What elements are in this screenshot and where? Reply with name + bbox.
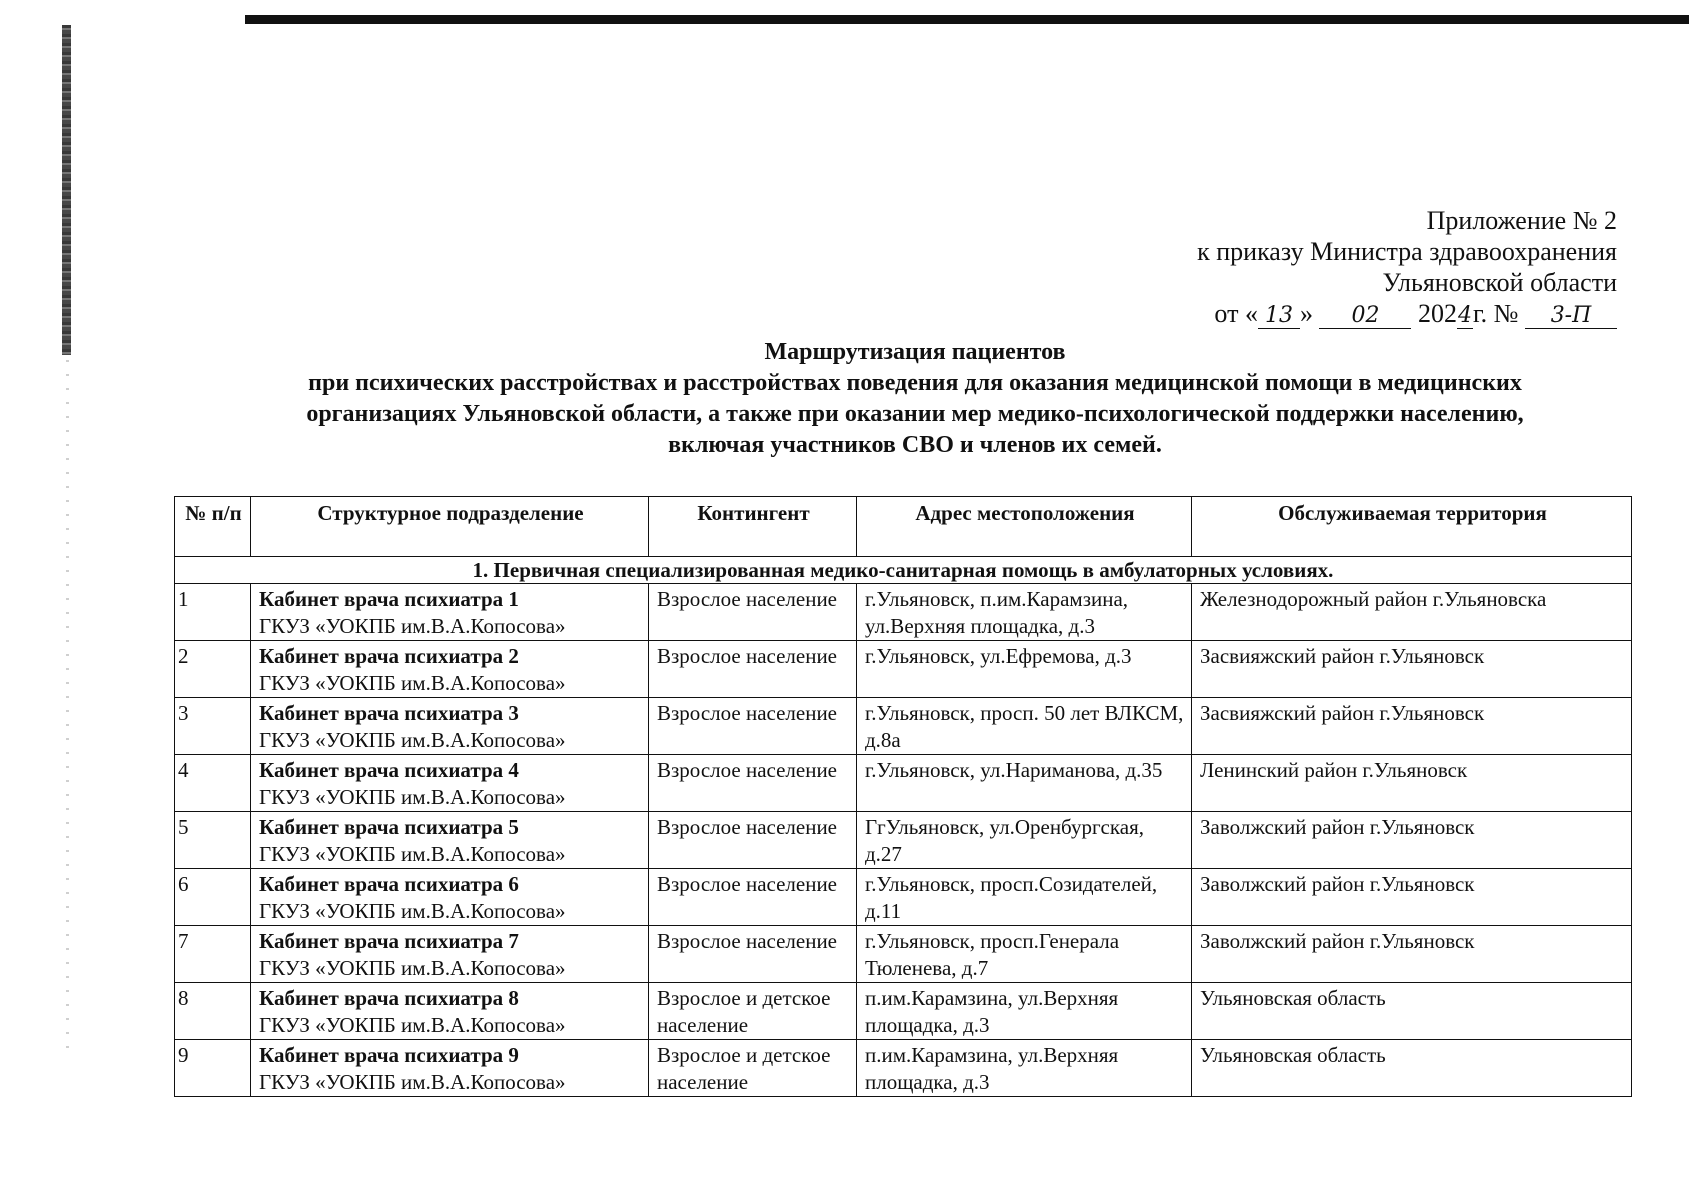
cell-unit (251, 983, 649, 1040)
cell-num: 8 (175, 983, 251, 1040)
unit-organization: ГКУЗ «УОКПБ им.В.А.Копосова» (259, 785, 566, 809)
cell-address: ГгУльяновск, ул.Оренбургская, д.27 (857, 812, 1192, 869)
cell-contingent: Взрослое и детское население (649, 1040, 857, 1097)
cell-contingent: Взрослое и детское население (649, 983, 857, 1040)
cell-unit (251, 755, 649, 812)
cell-address: п.им.Карамзина, ул.Верхняя площадка, д.3 (857, 983, 1192, 1040)
cell-territory: Заволжский район г.Ульяновск (1192, 869, 1632, 926)
unit-name: Кабинет врача психиатра 9 (259, 1043, 519, 1067)
table-row (175, 812, 1632, 869)
cell-unit (251, 641, 649, 698)
cell-unit (251, 812, 649, 869)
header-contingent: Контингент (649, 497, 857, 557)
table-row (175, 926, 1632, 983)
unit-organization: ГКУЗ «УОКПБ им.В.А.Копосова» (259, 956, 566, 980)
cell-unit (251, 926, 649, 983)
header-address: Адрес местоположения (857, 497, 1192, 557)
table-row (175, 584, 1632, 641)
table-row (175, 983, 1632, 1040)
cell-contingent: Взрослое население (649, 755, 857, 812)
date-suffix: г. № (1472, 299, 1519, 328)
title-line-2: при психических расстройствах и расстройствах поведения для оказания медицинской помощи в медицинских (308, 370, 1522, 396)
title-line-4: включая участников СВО и членов их семей. (668, 432, 1162, 458)
cell-territory: Железнодорожный район г.Ульяновска (1192, 584, 1632, 641)
table-row (175, 869, 1632, 926)
unit-organization: ГКУЗ «УОКПБ им.В.А.Копосова» (259, 899, 566, 923)
cell-territory: Ульяновская область (1192, 1040, 1632, 1097)
cell-unit (251, 698, 649, 755)
appendix-order-ref: к приказу Министра здравоохранения (1197, 237, 1617, 266)
unit-organization: ГКУЗ «УОКПБ им.В.А.Копосова» (259, 842, 566, 866)
unit-name: Кабинет врача психиатра 3 (259, 701, 519, 725)
unit-name: Кабинет врача психиатра 6 (259, 872, 519, 896)
cell-num: 7 (175, 926, 251, 983)
table-row (175, 698, 1632, 755)
appendix-header (1197, 205, 1617, 329)
cell-territory: Заволжский район г.Ульяновск (1192, 926, 1632, 983)
title-line-3: организациях Ульяновской области, а также при оказании мер медико-психологической поддержки населению, (306, 401, 1524, 427)
cell-num: 1 (175, 584, 251, 641)
cell-territory: Засвияжский район г.Ульяновск (1192, 641, 1632, 698)
cell-num: 4 (175, 755, 251, 812)
cell-territory: Заволжский район г.Ульяновск (1192, 812, 1632, 869)
cell-num: 3 (175, 698, 251, 755)
section-title: 1. Первичная специализированная медико-санитарная помощь в амбулаторных условиях. (175, 557, 1632, 584)
cell-unit (251, 869, 649, 926)
cell-num: 5 (175, 812, 251, 869)
unit-organization: ГКУЗ «УОКПБ им.В.А.Копосова» (259, 1013, 566, 1037)
table-header-row (175, 497, 1632, 557)
cell-contingent: Взрослое население (649, 812, 857, 869)
cell-num: 6 (175, 869, 251, 926)
cell-unit (251, 1040, 649, 1097)
unit-organization: ГКУЗ «УОКПБ им.В.А.Копосова» (259, 1070, 566, 1094)
title-line-1: Маршрутизация пациентов (764, 339, 1066, 365)
cell-address: г.Ульяновск, п.им.Карамзина, ул.Верхняя площадка, д.3 (857, 584, 1192, 641)
routing-table (174, 496, 1632, 1097)
date-mid: » (1299, 299, 1313, 328)
unit-name: Кабинет врача психиатра 2 (259, 644, 519, 668)
cell-contingent: Взрослое население (649, 869, 857, 926)
cell-contingent: Взрослое население (649, 926, 857, 983)
scan-top-rule (245, 15, 1689, 24)
header-unit: Структурное подразделение (251, 497, 649, 557)
header-territory: Обслуживаемая территория (1192, 497, 1632, 557)
handwritten-month: 02 (1319, 304, 1411, 329)
date-prefix: от « (1214, 299, 1258, 328)
table-row (175, 1040, 1632, 1097)
header-num: № п/п (175, 497, 251, 557)
cell-address: п.им.Карамзина, ул.Верхняя площадка, д.3 (857, 1040, 1192, 1097)
unit-name: Кабинет врача психиатра 8 (259, 986, 519, 1010)
unit-name: Кабинет врача психиатра 4 (259, 758, 519, 782)
scan-edge-artifact (62, 25, 71, 355)
cell-address: г.Ульяновск, ул.Ефремова, д.3 (857, 641, 1192, 698)
table-row (175, 641, 1632, 698)
unit-name: Кабинет врача психиатра 7 (259, 929, 519, 953)
cell-contingent: Взрослое население (649, 698, 857, 755)
handwritten-year-digit: 4 (1457, 303, 1472, 328)
year-prefix: 202 (1417, 299, 1457, 328)
cell-num: 2 (175, 641, 251, 698)
table-row (175, 755, 1632, 812)
appendix-region: Ульяновской области (1382, 268, 1617, 297)
cell-contingent: Взрослое население (649, 584, 857, 641)
cell-address: г.Ульяновск, просп. 50 лет ВЛКСМ, д.8а (857, 698, 1192, 755)
handwritten-day: 13 (1258, 304, 1300, 329)
unit-name: Кабинет врача психиатра 5 (259, 815, 519, 839)
cell-unit (251, 584, 649, 641)
appendix-date-line (1197, 298, 1617, 329)
cell-address: г.Ульяновск, ул.Нариманова, д.35 (857, 755, 1192, 812)
unit-organization: ГКУЗ «УОКПБ им.В.А.Копосова» (259, 671, 566, 695)
cell-address: г.Ульяновск, просп.Созидателей, д.11 (857, 869, 1192, 926)
unit-organization: ГКУЗ «УОКПБ им.В.А.Копосова» (259, 614, 566, 638)
appendix-title: Приложение № 2 (1426, 206, 1617, 235)
cell-territory: Ленинский район г.Ульяновск (1192, 755, 1632, 812)
unit-organization: ГКУЗ «УОКПБ им.В.А.Копосова» (259, 728, 566, 752)
cell-num: 9 (175, 1040, 251, 1097)
section-row (175, 557, 1632, 584)
document-title (170, 337, 1660, 461)
cell-territory: Засвияжский район г.Ульяновск (1192, 698, 1632, 755)
cell-contingent: Взрослое население (649, 641, 857, 698)
cell-address: г.Ульяновск, просп.Генерала Тюленева, д.7 (857, 926, 1192, 983)
handwritten-order-number: 3-П (1525, 304, 1617, 329)
unit-name: Кабинет врача психиатра 1 (259, 587, 519, 611)
scan-edge-artifact-faint (66, 360, 69, 1060)
cell-territory: Ульяновская область (1192, 983, 1632, 1040)
